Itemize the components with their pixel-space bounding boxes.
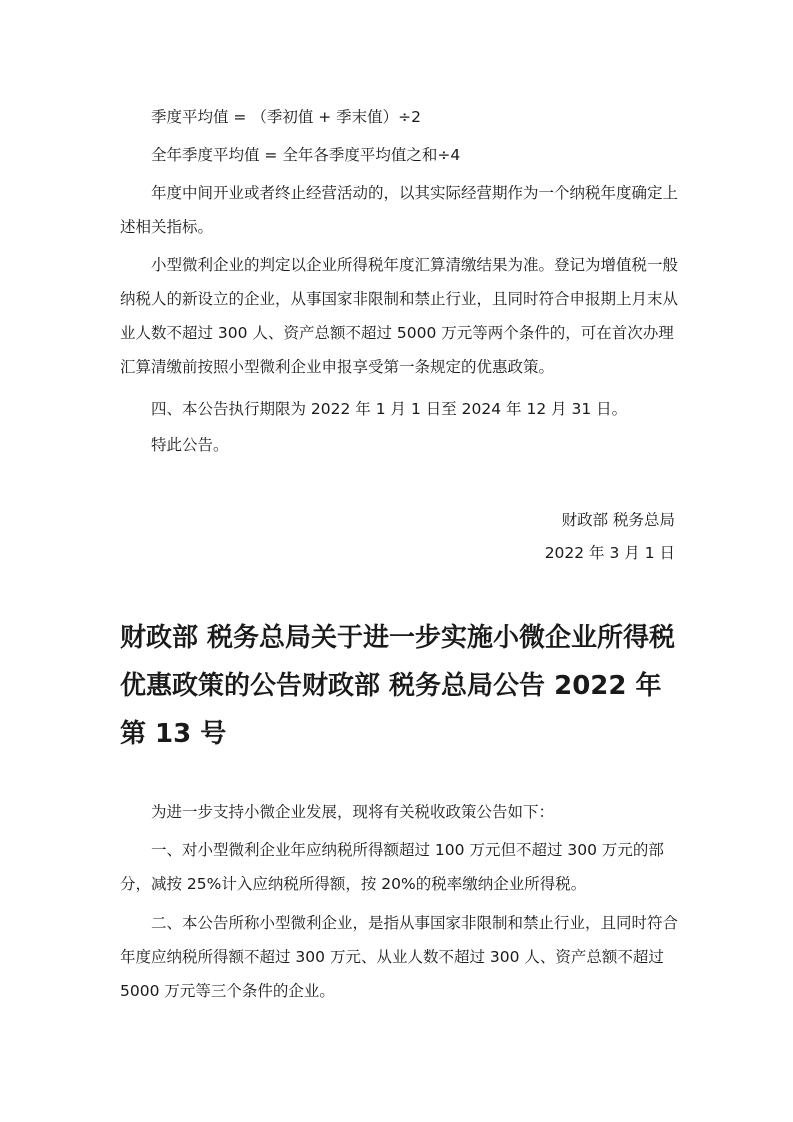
formula-quarter-average: 季度平均值 = （季初值 + 季末值）÷2 — [151, 108, 422, 126]
formula-annual-average: 全年季度平均值 = 全年各季度平均值之和÷4 — [151, 146, 461, 164]
announcement-item-1: 一、对小型微利企业年应纳税所得额超过 100 万元但不超过 300 万元的部分，减按 25%计入应纳税所得额，按 20%的税率缴纳企业所得税。 — [120, 841, 664, 893]
signature-date: 2022 年 3 月 1 日 — [544, 544, 675, 562]
signature-issuers: 财政部 税务总局 — [561, 511, 675, 529]
announcement-intro: 为进一步支持小微企业发展，现将有关税收政策公告如下： — [151, 803, 555, 821]
paragraph-determination: 小型微利企业的判定以企业所得税年度汇算清缴结果为准。登记为增值税一般纳税人的新设立的企业，从事国家非限制和禁止行业，且同时符合申报期上月末从业人数不超过 300 人、资产总额不超过 5000 万元等两个条件的，可在首次办理汇算清缴前按照小型微利企业申报享受第一条规定的优惠政策。 — [120, 256, 679, 376]
announcement-title: 财政部 税务总局关于进一步实施小微企业所得税优惠政策的公告财政部 税务总局公告 2022 年第 13 号 — [120, 623, 676, 749]
paragraph-notice-closing: 特此公告。 — [151, 436, 229, 454]
paragraph-operating-period: 年度中间开业或者终止经营活动的，以其实际经营期作为一个纳税年度确定上述相关指标。 — [120, 184, 679, 236]
paragraph-validity-period: 四、本公告执行期限为 2022 年 1 月 1 日至 2024 年 12 月 31 日。 — [151, 400, 628, 418]
announcement-item-2: 二、本公告所称小型微利企业，是指从事国家非限制和禁止行业，且同时符合年度应纳税所得额不超过 300 万元、从业人数不超过 300 人、资产总额不超过 5000 万元等三个条件的企业。 — [120, 914, 679, 1000]
